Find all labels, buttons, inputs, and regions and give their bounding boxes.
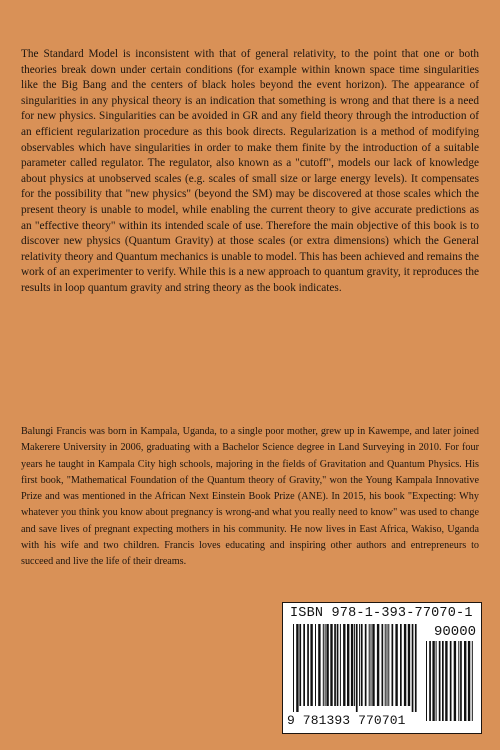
barcode-bar [460, 641, 462, 721]
barcode-bar [372, 624, 374, 706]
barcode-bar [408, 624, 410, 706]
barcode-bar [412, 624, 414, 712]
barcode-bar [387, 624, 388, 706]
barcode-bar [303, 624, 305, 706]
barcode-bar [293, 624, 294, 712]
barcode-bar [436, 641, 437, 721]
isbn-barcode [282, 602, 482, 734]
barcode-bar [351, 624, 353, 706]
barcode-bar [377, 624, 379, 706]
barcode-bar [354, 624, 355, 706]
barcode-bar [429, 641, 431, 721]
barcode-bar [404, 624, 406, 706]
barcode-bar [318, 624, 320, 706]
author-bio: Balungi Francis was born in Kampala, Uganda, to a single poor mother, grew up in Kawempe, and later joined Makerere University in 2006, graduating with a Bachelor Science degree in Land Surveying in 2010. For four years he taught in Kampala City high schools, majoring in the fields of Gravitation and Quantum Physics. His first book, "Mathematical Foundation of the Quantum theory of Gravity," won the Young Kampala Innovative Prize and was mentioned in the African Next Einstein Book Prize (ANE). In 2015, his book "Expecting: Why whatever you think you know about pregnancy is wrong-and what you really need to know" was used to change and save lives of pregnant expecting mothers in his community. He now lives in East Africa, Wakiso, Uganda with his wife and two children. Francis loves educating and inspiring other authors and entrepreneurs to succeed and live the life of their dreams. [21, 426, 479, 568]
barcode-bar [415, 624, 417, 712]
barcode-bar [395, 624, 397, 706]
barcode-bar [392, 624, 394, 706]
barcode-bar [330, 624, 332, 706]
barcode-bar [454, 641, 456, 721]
barcode-bar [323, 624, 324, 706]
book-description: The Standard Model is inconsistent with that of general relativity, to the point that one or both theories break down under certain conditions (for example within known space time singularities like the Big Bang and the centers of black holes beyond the event horizon). The appearance of singularities in any physical theory is an indication that something is wrong and that there is a need for new physics. Singularities can be avoided in GR and any field theory through the introduction of an efficient regularization procedure as this book directs. Regularization is a method of modifying observables which have singularities in order to make them finite by the introduction of a suitable parameter called regulator. The regulator, also known as a "cutoff", models our lack of knowledge about physics at unobserved scales (e.g. scales of small size or large energy levels). It compensates for the possibility that "new physics" (beyond the SM) may be discovered at those scales which the present theory is unable to model, while enabling the current theory to give accurate predictions as an "effective theory" within its intended scale of use. Therefore the main objective of this book is to discover new physics (Quantum Gravity) at those scales (or extra dimensions) which the General relativity theory and Quantum mechanics is unable to model. This has been achieved and remains the work of an experimenter to verify. While this is a new approach to quantum gravity, it reproduces the results in loop quantum gravity and string theory as the book indicates. [21, 48, 479, 294]
barcode-bar [445, 641, 447, 721]
barcode-bar [468, 641, 470, 721]
barcode-bar [464, 641, 466, 721]
barcode-bar [450, 641, 452, 721]
barcode-bar [299, 624, 301, 706]
barcode-bar [426, 641, 427, 721]
barcode-bar [337, 624, 339, 706]
barcode-bar [442, 641, 444, 721]
barcode-bar [365, 624, 367, 706]
barcode-bar [334, 624, 336, 706]
barcode-bar [472, 641, 473, 721]
barcode-bar [356, 624, 358, 712]
barcode-bar [310, 624, 312, 706]
barcode-bar [385, 624, 386, 706]
barcode-bar [432, 641, 434, 721]
ean-barcode-bars [293, 624, 417, 712]
barcode-bar [343, 624, 345, 706]
barcode-bar [369, 624, 370, 706]
barcode-bar [347, 624, 349, 706]
barcode-bar [400, 624, 402, 706]
barcode-bar [359, 624, 360, 706]
barcode-bar [388, 624, 389, 706]
barcode-digits: 9 781393 770701 [287, 713, 406, 728]
barcode-bar [340, 624, 341, 706]
isbn-label: ISBN 978-1-393-77070-1 [290, 606, 473, 621]
barcode-bar [296, 624, 298, 712]
barcode-bar [382, 624, 384, 706]
addon-barcode-bars [426, 641, 474, 721]
barcode-bar [361, 624, 363, 706]
barcode-bar [439, 641, 441, 721]
barcode-bar [458, 641, 459, 721]
barcode-bar [371, 624, 372, 706]
barcode-bar [315, 624, 316, 706]
barcode-bar [307, 624, 309, 706]
barcode-bar [325, 624, 326, 706]
barcode-bar [326, 624, 328, 706]
price-code: 90000 [434, 624, 477, 640]
